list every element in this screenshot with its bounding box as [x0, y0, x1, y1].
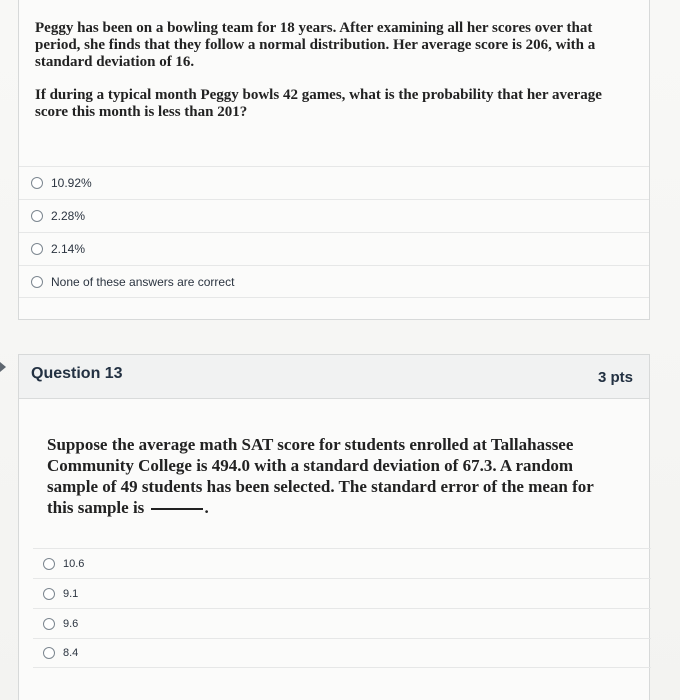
- question-12-paragraph-2: If during a typical month Peggy bowls 42 games, what is the probability that her average score this month is less than 201?: [35, 87, 602, 120]
- answer-label: 10.92%: [51, 176, 92, 190]
- radio-button-icon[interactable]: [31, 243, 43, 255]
- answer-label: 10.6: [63, 557, 85, 570]
- question-13-header: [19, 355, 649, 399]
- answer-label: 2.28%: [51, 209, 86, 223]
- answer-label: None of these answers are correct: [51, 274, 235, 289]
- answer-option[interactable]: [19, 232, 649, 265]
- question-13-card: [18, 354, 650, 700]
- question-13-text-after-blank: .: [204, 498, 209, 517]
- answer-label: 9.1: [63, 587, 79, 600]
- question-13-text-before-blank: Suppose the average math SAT score for students enrolled at Tallahassee Community College is 494.0 with a standard deviation of 67.3. A random sample of 49 students has been selected. The standard error of the mean for this sample is: [47, 435, 594, 517]
- radio-button-icon[interactable]: [31, 177, 43, 189]
- question-13-prompt: [47, 434, 607, 518]
- radio-button-icon[interactable]: [43, 558, 55, 570]
- answer-option[interactable]: [19, 199, 649, 232]
- radio-button-icon[interactable]: [43, 618, 55, 630]
- answer-option[interactable]: [19, 166, 649, 199]
- radio-button-icon[interactable]: [43, 588, 55, 600]
- answer-blank: [151, 508, 203, 510]
- question-12-options: [19, 166, 649, 298]
- question-points: 3 pts: [597, 369, 633, 386]
- question-12-paragraph-1: Peggy has been on a bowling team for 18 years. After examining all her scores over that period, she finds that they follow a normal distribution. Her average score is 206, with a standard deviation of 16.: [35, 20, 596, 70]
- current-question-arrow-icon: [0, 362, 6, 372]
- answer-label: 8.4: [63, 647, 79, 659]
- answer-option[interactable]: [33, 638, 651, 668]
- answer-option[interactable]: [19, 265, 649, 298]
- radio-button-icon[interactable]: [43, 647, 55, 659]
- question-12-card: [18, 0, 650, 320]
- answer-option[interactable]: [33, 608, 651, 638]
- answer-label: 9.6: [63, 617, 79, 630]
- answer-option[interactable]: [33, 578, 651, 608]
- answer-option[interactable]: [33, 548, 651, 578]
- radio-button-icon[interactable]: [31, 210, 43, 222]
- answer-label: 2.14%: [51, 242, 86, 256]
- radio-button-icon[interactable]: [31, 276, 43, 288]
- question-13-options: [33, 548, 651, 668]
- question-12-prompt: [35, 20, 625, 137]
- question-title: Question 13: [31, 365, 123, 382]
